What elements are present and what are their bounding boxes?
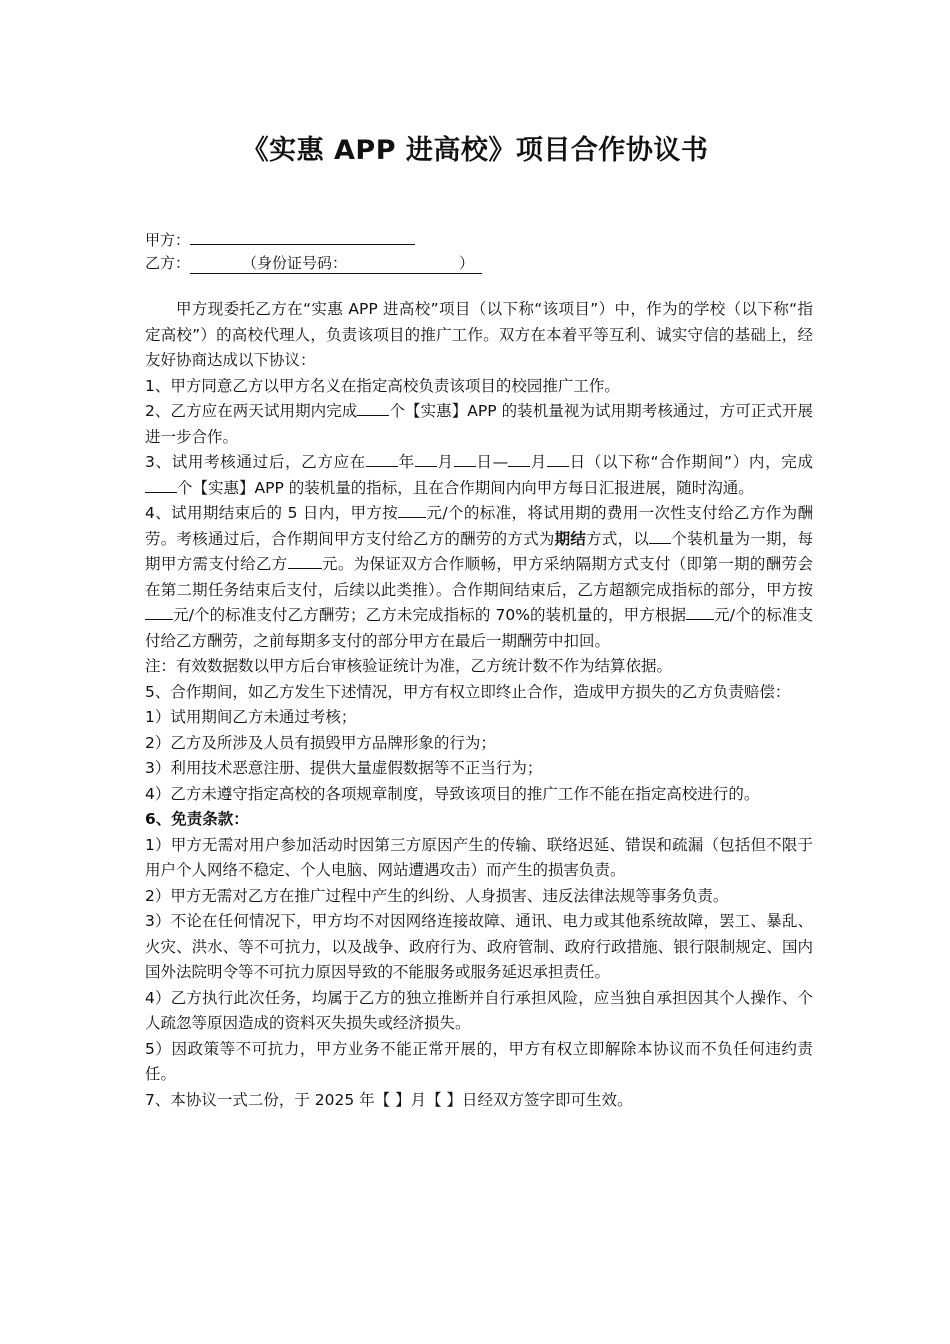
clause-2: 2、乙方应在两天试用期内完成 个【实惠】APP 的装机量视为试用期考核通过，方可正式开展进一步合作。 xyxy=(145,402,813,446)
clause-5: 5、合作期间，如乙方发生下述情况，甲方有权立即终止合作，造成甲方损失的乙方负责赔偿： xyxy=(145,682,791,701)
party-b-id-close: ） xyxy=(459,254,475,272)
party-b-blank xyxy=(190,253,482,274)
document-title: 《实惠 APP 进高校》项目合作协议书 xyxy=(241,135,709,166)
agreement-body xyxy=(145,297,813,1113)
clause-5-item: 3）利用技术恶意注册、提供大量虚假数据等不正当行为； xyxy=(145,759,543,777)
clause-6-item: 3）不论在任何情况下，甲方均不对因网络连接故障、通讯、电力或其他系统故障，罢工、暴乱、火灾、洪水、等不可抗力，以及战争、政府行为、政府管制、政府行政措施、银行限制规定、国内国外法院明令等不可抗力原因导致的不能服务或服务延迟承担责任。 xyxy=(145,912,813,981)
party-a-blank xyxy=(190,228,415,245)
clause-6-heading: 6、免责条款： xyxy=(145,810,249,828)
clause-6-item: 4）乙方执行此次任务，均属于乙方的独立推断并自行承担风险，应当独自承担因其个人操作、个人疏忽等原因造成的资料灭失损失或经济损失。 xyxy=(145,988,813,1032)
intro-paragraph: 甲方现委托乙方在“实惠 APP 进高校”项目（以下称“该项目”）中，作为的学校（以下称“指定高校”）的高校代理人，负责该项目的推广工作。双方在本着平等互利、诚实守信的基础上，经友好协商达成以下协议： xyxy=(145,300,813,369)
clause-6-item: 5）因政策等不可抗力，甲方业务不能正常开展的，甲方有权立即解除本协议而不负任何违约责任。 xyxy=(145,1039,813,1083)
clause-7: 7、本协议一式二份，于 2025 年【 】月【 】日经双方签字即可生效。 xyxy=(145,1090,633,1109)
clause-1: 1、甲方同意乙方以甲方名义在指定高校负责该项目的校园推广工作。 xyxy=(145,376,620,395)
clause-6-item: 1）甲方无需对用户参加活动时因第三方原因产生的传输、联络迟延、错误和疏漏（包括但不限于用户个人网络不稳定、个人电脑、网站遭遇攻击）而产生的损害负责。 xyxy=(145,835,813,879)
clause-5-item: 1）试用期间乙方未通过考核； xyxy=(145,708,357,726)
clause-5-item: 2）乙方及所涉及人员有损毁甲方品牌形象的行为； xyxy=(145,733,496,752)
clause-6-item: 2）甲方无需对乙方在推广过程中产生的纠纷、人身损害、违反法律法规等事务负责。 xyxy=(145,886,729,905)
clause-5-item: 4）乙方未遵守指定高校的各项规章制度，导致该项目的推广工作不能在指定高校进行的。 xyxy=(145,784,760,803)
party-b-line xyxy=(145,253,482,274)
note-paragraph: 注：有效数据数以甲方后台审核验证统计为准，乙方统计数不作为结算依据。 xyxy=(145,657,673,675)
clause-3: 3、试用考核通过后，乙方应在 年 月 日— 月 日（以下称“合作期间”）内，完成个【实惠】APP 的装机量的指标，且在合作期间内向甲方每日汇报进展，随时沟通。 xyxy=(145,453,813,497)
party-a-line xyxy=(145,228,415,250)
clause-4: 4、试用期结束后的 5 日内，甲方按 元/个的标准，将试用期的费用一次性支付给乙方作为酬劳。考核通过后，合作期间甲方支付给乙方的酬劳的方式为期结方式，以 个装机量为一期，每期甲方需支付给乙方 元。为保证双方合作顺畅，甲方采纳隔期方式支付（即第一期的酬劳会在第二期任务结束后支付，后续以此类推）。合作期间结束后，乙方超额完成指标的部分，甲方按元/个的标准支付乙方酬劳；乙方未完成指标的 70%的装机量的，甲方根据 元/个的标准支付给乙方酬劳，之前每期多支付的部分甲方在最后一期酬劳中扣回。 xyxy=(145,504,813,650)
party-a-label: 甲方： xyxy=(145,231,191,249)
party-b-label: 乙方： xyxy=(145,254,191,272)
party-b-id-text: （身份证号码： xyxy=(242,254,348,272)
